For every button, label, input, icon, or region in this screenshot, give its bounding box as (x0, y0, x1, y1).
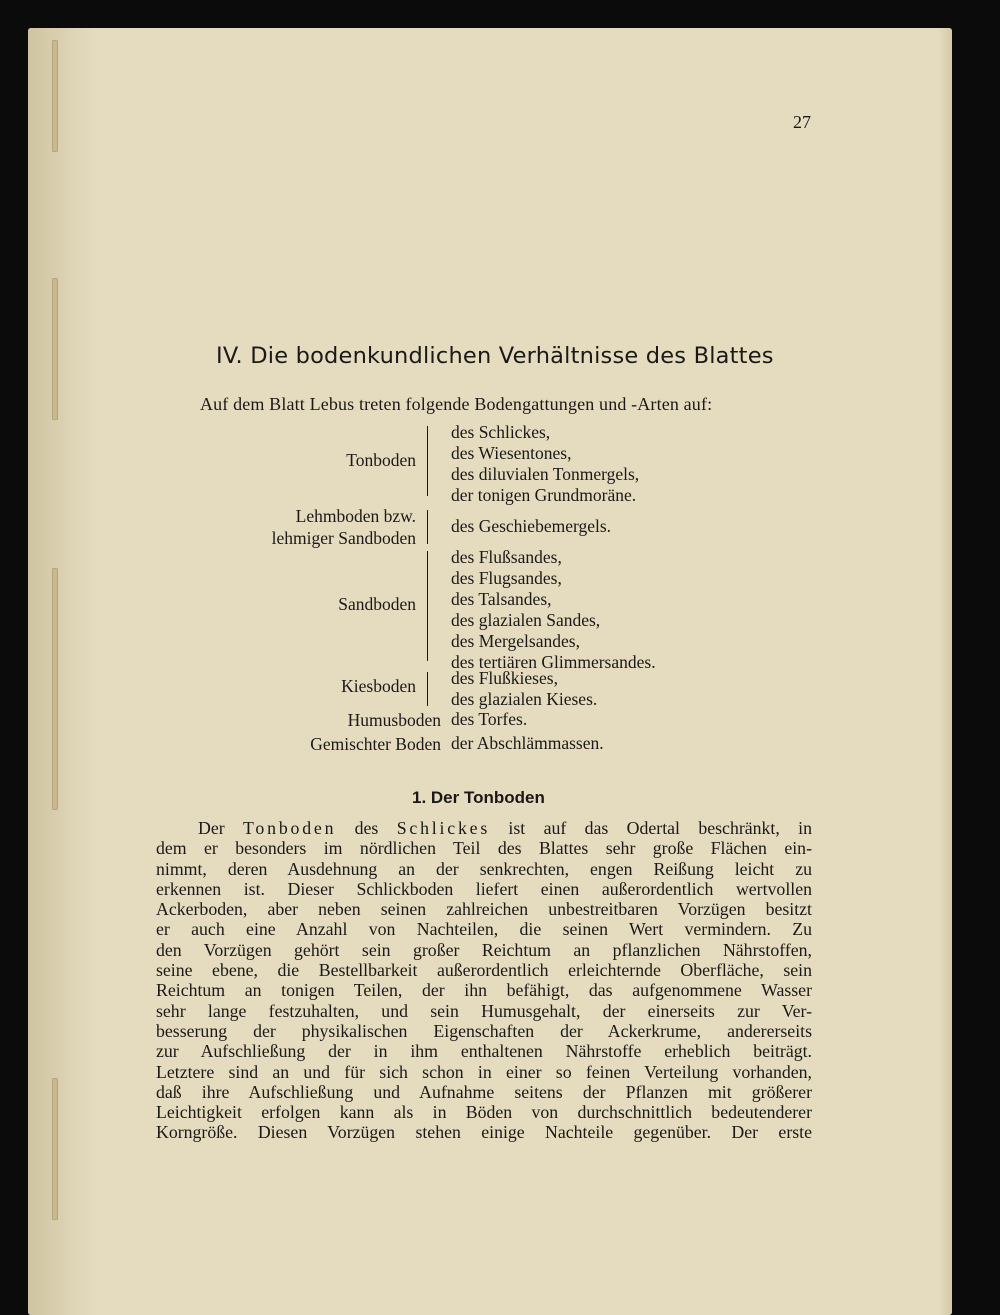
soil-type-label: Gemischter Boden (310, 734, 441, 754)
body-paragraph (156, 818, 812, 1143)
list-item: des Mergelsandes, (451, 631, 580, 651)
list-item: der Abschlämmassen. (451, 733, 604, 753)
paragraph-line: Reichtum an tonigen Teilen, der ihn befähigt, das aufgenommene Wasser (156, 980, 812, 1001)
soil-subtype-list (451, 516, 611, 537)
list-item: des Talsandes, (451, 589, 552, 609)
book-page (28, 28, 952, 1315)
intro-sentence: Auf dem Blatt Lebus treten folgende Bodengattungen und -Arten auf: (200, 394, 713, 414)
paragraph-line: sehr lange festzuhalten, und sein Humusgehalt, der einerseits zur Ver- (156, 1000, 812, 1021)
paragraph-line: den Vorzügen gehört sein großer Reichtum an pflanzlichen Nährstoffen, (156, 939, 812, 960)
soil-type-label: Tonboden (346, 450, 416, 470)
paragraph-line: nimmt, deren Ausdehnung an der senkrechten, engen Reißung leicht zu (156, 858, 812, 879)
soil-type-label: Lehmboden bzw. lehmiger Sandboden (271, 506, 416, 548)
list-item: des Flugsandes, (451, 568, 562, 588)
soil-subtype-list (451, 668, 597, 710)
emphasized-term: Tonboden (243, 818, 337, 838)
paragraph-line: Letztere sind an und für sich schon in einer so feinen Verteilung vorhanden, (156, 1061, 812, 1082)
soil-type-label: Kiesboden (341, 676, 416, 696)
list-item: des Flußsandes, (451, 547, 562, 567)
soil-subtype-list (451, 547, 656, 673)
paragraph-line: er auch eine Anzahl von Nachteilen, die seinen Wert vermindern. Zu (156, 919, 812, 940)
paragraph-line: Ackerboden, aber neben seinen zahlreichen unbestreitbaren Vorzügen besitzt (156, 899, 812, 920)
emphasized-term: Schlickes (396, 818, 491, 838)
list-item: der tonigen Grundmoräne. (451, 485, 637, 505)
binding-stitch (52, 568, 58, 810)
brace (427, 510, 428, 544)
soil-subtype-list (451, 422, 639, 506)
list-item: des tertiären Glimmersandes. (451, 652, 656, 672)
paragraph-line: Korngröße. Diesen Vorzügen stehen einige Nachteile gegenüber. Der erste (156, 1122, 812, 1143)
list-item: des Flußkieses, (451, 668, 558, 688)
paragraph-line: Leichtigkeit erfolgen kann als in Böden von durchschnittlich bedeutenderer (156, 1102, 812, 1123)
binding-stitch (52, 278, 58, 420)
paragraph-line: erkennen ist. Dieser Schlickboden liefert einen außerordentlich wertvollen (156, 878, 812, 899)
list-item: des glazialen Kieses. (451, 689, 598, 709)
soil-subtype-list (451, 733, 604, 754)
page-number: 27 (793, 112, 811, 132)
soil-type-label: Humusboden (347, 710, 441, 730)
paragraph-line: dem er besonders im nördlichen Teil des Blattes sehr große Flächen ein- (156, 838, 812, 859)
paragraph-line: daß ihre Aufschließung und Aufnahme seitens der Pflanzen mit größerer (156, 1081, 812, 1102)
page-binding (28, 28, 98, 1315)
paragraph-line: seine ebene, die Bestellbarkeit außerordentlich erleichternde Oberfläche, sein (156, 960, 812, 981)
binding-stitch (52, 40, 58, 152)
binding-stitch (52, 1078, 58, 1220)
soil-subtype-list (451, 709, 527, 730)
brace (427, 426, 428, 496)
brace (427, 672, 428, 706)
chapter-heading: IV. Die bodenkundlichen Verhältnisse des Blattes (216, 343, 774, 369)
paragraph-first-line: Der Tonboden des Schlickes ist auf das Odertal beschränkt, in (198, 818, 813, 838)
brace (427, 551, 428, 661)
list-item: des Geschiebemergels. (451, 516, 612, 536)
page-edge (938, 28, 952, 1315)
paragraph-line: besserung der physikalischen Eigenschaften der Ackerkrume, andererseits (156, 1020, 812, 1041)
soil-type-label: Sandboden (338, 594, 416, 614)
section-heading: 1. Der Tonboden (412, 788, 545, 807)
paragraph-line: zur Aufschließung der in ihm enthaltenen Nährstoffe erheblich beiträgt. (156, 1041, 812, 1062)
list-item: des Wiesentones, (451, 443, 572, 463)
list-item: des Schlickes, (451, 422, 551, 442)
list-item: des glazialen Sandes, (451, 610, 601, 630)
list-item: des diluvialen Tonmergels, (451, 464, 640, 484)
list-item: des Torfes. (451, 709, 528, 729)
